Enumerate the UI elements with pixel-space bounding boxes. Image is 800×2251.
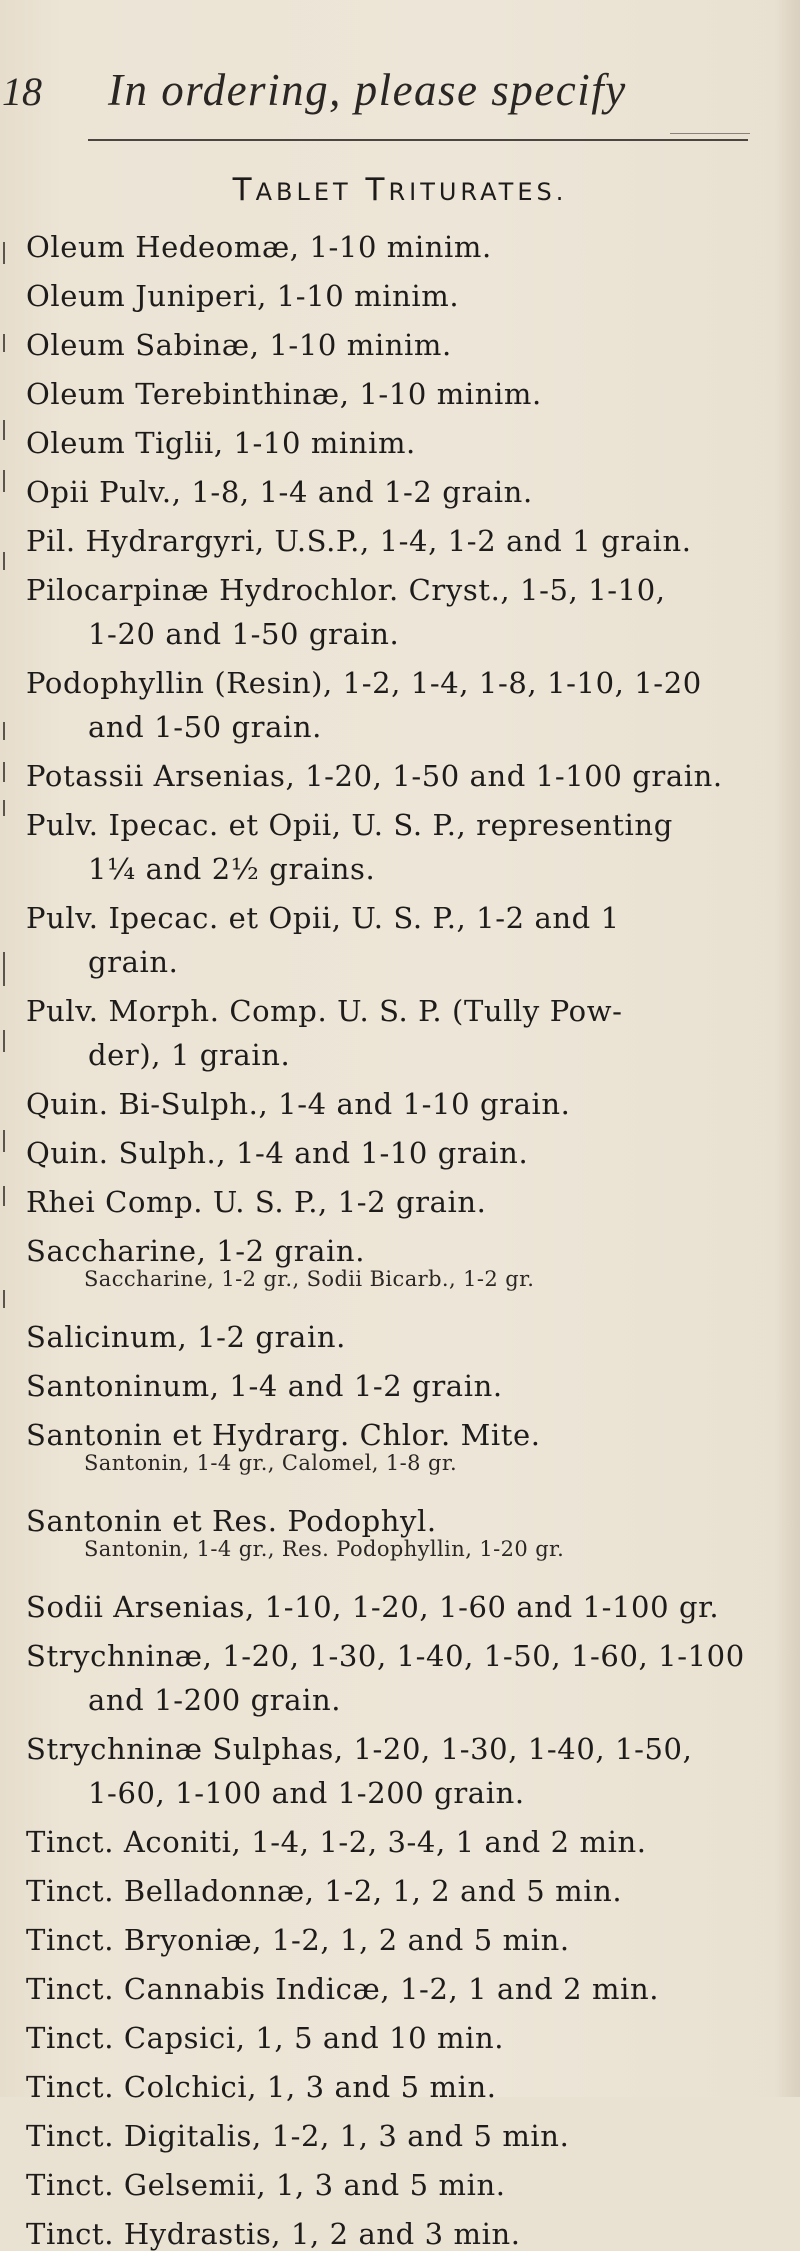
entry-title: Oleum Juniperi, 1-10 minim.: [26, 279, 460, 313]
entry-title: Quin. Sulph., 1-4 and 1-10 grain.: [26, 1136, 529, 1170]
entry-continuation: 1¼ and 2½ grains.: [88, 852, 376, 886]
entry-title: Salicinum, 1-2 grain.: [26, 1320, 346, 1354]
entry-title: Oleum Hedeomæ, 1-10 minim.: [26, 230, 492, 264]
margin-mark: [3, 1030, 5, 1052]
margin-mark: [3, 1186, 5, 1206]
entry-title: Tinct. Digitalis, 1-2, 1, 3 and 5 min.: [26, 2119, 570, 2153]
entry-title: Strychninæ Sulphas, 1-20, 1-30, 1-40, 1-50,: [26, 1732, 693, 1766]
entry-composition: Santonin, 1-4 gr., Res. Podophyllin, 1-20 gr.: [84, 1537, 565, 1561]
margin-mark: [3, 800, 5, 816]
margin-mark: [3, 334, 5, 352]
entry-title: Tinct. Bryoniæ, 1-2, 1, 2 and 5 min.: [26, 1923, 570, 1957]
entry-continuation: and 1-200 grain.: [88, 1683, 342, 1717]
entry-title: Pulv. Ipecac. et Opii, U. S. P., 1-2 and 1: [26, 901, 620, 935]
entry-title: Pil. Hydrargyri, U.S.P., 1-4, 1-2 and 1 grain.: [26, 524, 692, 558]
entry-title: Tinct. Colchici, 1, 3 and 5 min.: [26, 2070, 497, 2104]
margin-mark: [3, 552, 5, 570]
entry-title: Oleum Terebinthinæ, 1-10 minim.: [26, 377, 542, 411]
entry-title: Opii Pulv., 1-8, 1-4 and 1-2 grain.: [26, 475, 533, 509]
entry-title: Santonin et Hydrarg. Chlor. Mite.: [26, 1418, 541, 1452]
page-number: 18: [2, 69, 42, 114]
margin-mark: [3, 1290, 5, 1308]
entry-title: Oleum Sabinæ, 1-10 minim.: [26, 328, 452, 362]
entry-composition: Santonin, 1-4 gr., Calomel, 1-8 gr.: [84, 1451, 458, 1475]
entry-continuation: 1-60, 1-100 and 1-200 grain.: [88, 1776, 525, 1810]
section-title-rest-1: ABLET: [255, 178, 352, 206]
margin-mark: [3, 762, 5, 782]
entry-continuation: der), 1 grain.: [88, 1038, 291, 1072]
entry-title: Tinct. Aconiti, 1-4, 1-2, 3-4, 1 and 2 min.: [26, 1825, 647, 1859]
entry-composition: Saccharine, 1-2 gr., Sodii Bicarb., 1-2 gr.: [84, 1267, 535, 1291]
margin-mark: [3, 420, 5, 440]
margin-mark: [3, 952, 5, 986]
section-title-initial-1: T: [232, 172, 256, 208]
entry-title: Pilocarpinæ Hydrochlor. Cryst., 1-5, 1-10,: [26, 573, 666, 607]
entry-continuation: 1-20 and 1-50 grain.: [88, 617, 400, 651]
entry-title: Strychninæ, 1-20, 1-30, 1-40, 1-50, 1-60, 1-100: [26, 1639, 745, 1673]
entry-title: Tinct. Hydrastis, 1, 2 and 3 min.: [26, 2217, 521, 2251]
running-head: In ordering, please specify: [108, 65, 627, 115]
margin-mark: [3, 722, 5, 740]
section-title-rest-2: RITURATES.: [388, 178, 568, 206]
entry-title: Quin. Bi-Sulph., 1-4 and 1-10 grain.: [26, 1087, 571, 1121]
entry-title: Tinct. Belladonnæ, 1-2, 1, 2 and 5 min.: [26, 1874, 623, 1908]
entry-title: Tinct. Capsici, 1, 5 and 10 min.: [26, 2021, 505, 2055]
entry-continuation: and 1-50 grain.: [88, 710, 323, 744]
margin-mark: [3, 470, 5, 492]
entry-title: Tinct. Cannabis Indicæ, 1-2, 1 and 2 min.: [26, 1972, 660, 2006]
entry-title: Pulv. Ipecac. et Opii, U. S. P., representing: [26, 808, 673, 842]
entry-title: Potassii Arsenias, 1-20, 1-50 and 1-100 grain.: [26, 759, 723, 793]
margin-mark: [3, 1130, 5, 1152]
entry-title: Saccharine, 1-2 grain.: [26, 1234, 366, 1268]
entry-title: Tinct. Gelsemii, 1, 3 and 5 min.: [26, 2168, 506, 2202]
entry-title: Santoninum, 1-4 and 1-2 grain.: [26, 1369, 503, 1403]
entry-title: Oleum Tiglii, 1-10 minim.: [26, 426, 416, 460]
margin-mark: [3, 242, 5, 264]
entry-title: Pulv. Morph. Comp. U. S. P. (Tully Pow-: [26, 994, 623, 1028]
entry-title: Sodii Arsenias, 1-10, 1-20, 1-60 and 1-100 gr.: [26, 1590, 720, 1624]
entry-title: Podophyllin (Resin), 1-2, 1-4, 1-8, 1-10, 1-20: [26, 666, 702, 700]
section-title-initial-2: T: [365, 172, 389, 208]
entry-continuation: grain.: [88, 945, 179, 979]
entry-title: Santonin et Res. Podophyl.: [26, 1504, 437, 1538]
entry-title: Rhei Comp. U. S. P., 1-2 grain.: [26, 1185, 487, 1219]
